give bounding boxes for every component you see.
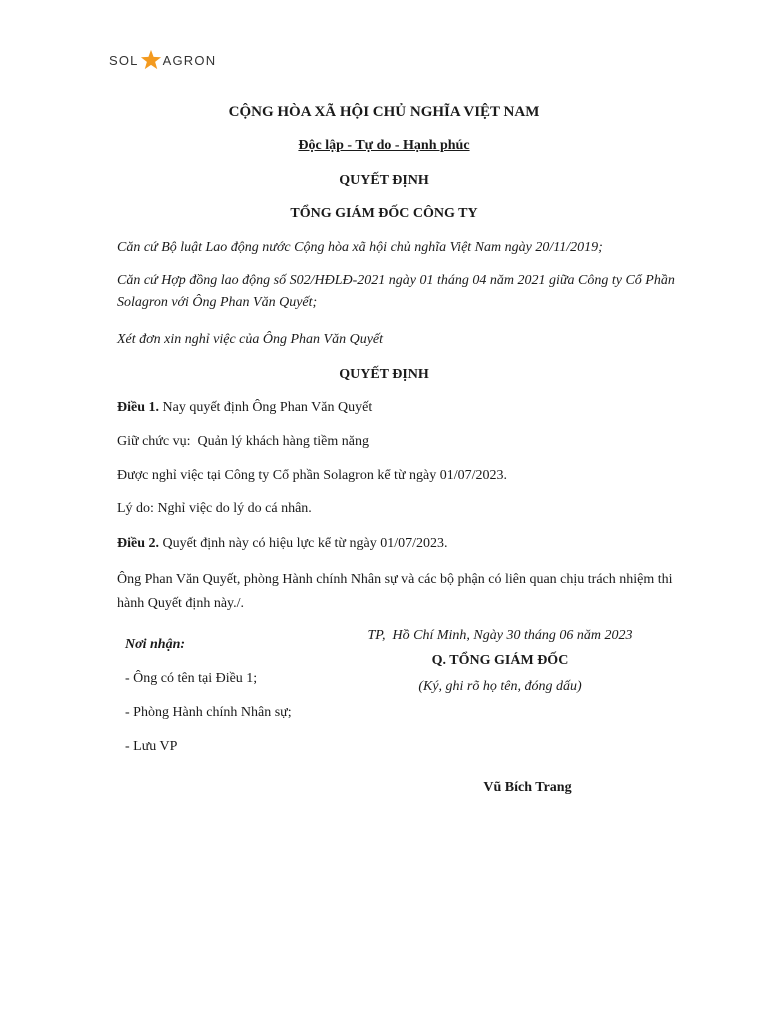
- article-2: [117, 536, 448, 552]
- responsibility-paragraph: Ông Phan Văn Quyết, phòng Hành chính Nhân sự và các bộ phận có liên quan chịu trách nhiệm thi hành Quyết định này./.: [117, 572, 673, 611]
- leave-line: Được nghỉ việc tại Công ty Cổ phần Solagron kể từ ngày 01/07/2023.: [117, 468, 508, 483]
- place-date: TP, Hồ Chí Minh, Ngày 30 tháng 06 năm 2023: [367, 628, 633, 643]
- article-2-text: Quyết định này có hiệu lực kể từ ngày 01/07/2023.: [159, 536, 448, 551]
- article-2-label: Điều 2.: [117, 536, 159, 551]
- motto-text: Độc lập - Tự do - Hạnh phúc: [298, 138, 470, 153]
- signer-name: Vũ Bích Trang: [483, 780, 572, 795]
- logo-text-right: AGRON: [162, 52, 217, 68]
- position-line: Giữ chức vụ: Quản lý khách hàng tiềm năng: [117, 434, 369, 449]
- article-1-text: Nay quyết định Ông Phan Văn Quyết: [159, 400, 373, 415]
- motto: [0, 138, 768, 154]
- decision-heading: QUYẾT ĐỊNH: [339, 367, 429, 382]
- recipients-title: Nơi nhận:: [125, 637, 186, 652]
- basis-line-1: Căn cứ Bộ luật Lao động nước Cộng hòa xã hội chủ nghĩa Việt Nam ngày 20/11/2019;: [117, 240, 603, 255]
- recipient-item: - Lưu VP: [125, 739, 178, 754]
- signer-role: Q. TỔNG GIÁM ĐỐC: [431, 653, 569, 668]
- article-1-label: Điều 1.: [117, 400, 159, 415]
- recipient-item: - Ông có tên tại Điều 1;: [125, 671, 258, 686]
- recipient-item: - Phòng Hành chính Nhân sự;: [125, 705, 292, 720]
- issuer-title: TỔNG GIÁM ĐỐC CÔNG TY: [290, 206, 478, 221]
- reason-line: Lý do: Nghỉ việc do lý do cá nhân.: [117, 501, 312, 516]
- article-1: [117, 400, 372, 416]
- basis-line-2: Căn cứ Hợp đồng lao động số S02/HĐLĐ-2021 ngày 01 tháng 04 năm 2021 giữa Công ty Cổ Phần Solagron với Ông Phan Văn Quyết;: [117, 273, 675, 310]
- logo-text-left: SOL: [109, 52, 139, 68]
- signature-note: (Ký, ghi rõ họ tên, đóng dấu): [418, 679, 582, 694]
- basis-line-3: Xét đơn xin nghỉ việc của Ông Phan Văn Quyết: [117, 332, 384, 347]
- document-type: QUYẾT ĐỊNH: [339, 173, 429, 188]
- star-icon: [140, 49, 162, 71]
- nation-heading: CỘNG HÒA XÃ HỘI CHỦ NGHĨA VIỆT NAM: [228, 104, 540, 120]
- company-logo: [109, 48, 216, 72]
